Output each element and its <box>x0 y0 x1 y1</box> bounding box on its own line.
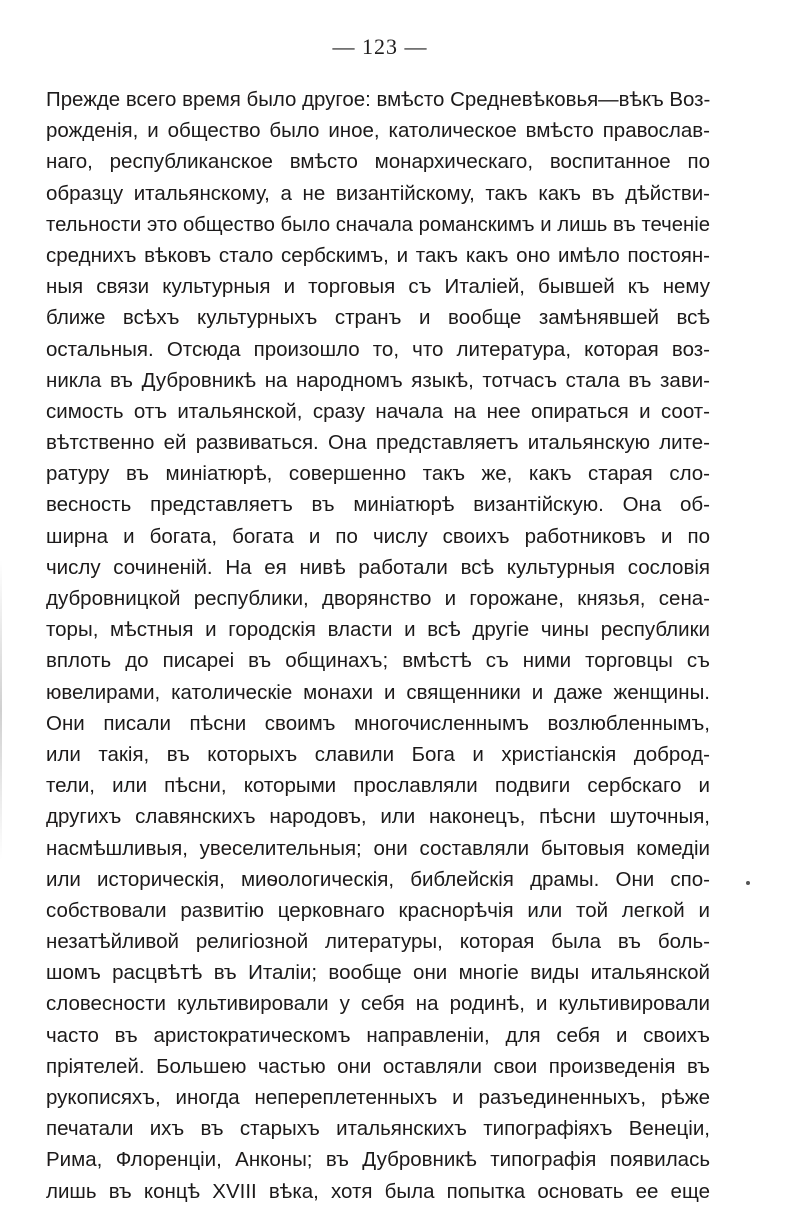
text-line: вѣтственно ей развиваться. Она представляетъ итальянскую лите- <box>46 431 710 455</box>
text-line: шомъ расцвѣтѣ въ Италіи; вообще они многіе виды итальянской <box>46 961 710 985</box>
text-line: ювелирами, католическіе монахи и священники и даже женщины. <box>46 680 710 704</box>
text-line: другихъ славянскихъ народовъ, или наконецъ, пѣсни шуточныя, <box>46 805 710 829</box>
text-line: Они писали пѣсни своимъ многочисленнымъ возлюбленнымъ, <box>46 711 710 735</box>
text-line: никла въ Дубровникѣ на народномъ языкѣ, тотчасъ стала въ зави- <box>46 368 710 392</box>
text-line: среднихъ вѣковъ стало сербскимъ, и такъ какъ оно имѣло постоян- <box>46 243 710 267</box>
text-line: часто въ аристократическомъ направленіи, для себя и своихъ <box>46 1023 710 1047</box>
body-text <box>46 84 710 1207</box>
text-line: ныя связи культурныя и торговыя съ Италіей, бывшей къ нему <box>46 275 710 299</box>
print-speck <box>746 881 750 885</box>
text-line: пріятелей. Большею частью они оставляли свои произведенія въ <box>46 1054 710 1078</box>
text-line: остальныя. Отсюда произошло то, что литература, которая воз- <box>46 337 710 361</box>
text-line: тельности это общество было сначала романскимъ и лишь въ теченіе <box>46 212 710 236</box>
text-line: или историческія, миѳологическія, библейскія драмы. Они спо- <box>46 867 710 891</box>
text-line: насмѣшливыя, увеселительныя; они составляли бытовыя комедіи <box>46 836 710 860</box>
text-line: тели, или пѣсни, которыми прославляли подвиги сербскаго и <box>46 774 710 798</box>
text-line: образцу итальянскому, а не византійскому, такъ какъ въ дѣйстви- <box>46 181 710 205</box>
text-line: дубровницкой республики, дворянство и горожане, князья, сена- <box>46 587 710 610</box>
text-line: симость отъ итальянской, сразу начала на нее опираться и соот- <box>46 399 710 423</box>
page-number: — 123 — <box>332 34 428 59</box>
text-line: наго, республиканское вмѣсто монархическаго, воспитанное по <box>46 150 710 174</box>
text-line: числу сочиненій. На ея нивѣ работали всѣ культурныя сословія <box>46 555 710 579</box>
text-line: Прежде всего время было другое: вмѣсто Средневѣковья—вѣкъ Воз- <box>46 88 711 111</box>
text-line: рожденія, и общество было иное, католическое вмѣсто православ- <box>46 119 710 143</box>
text-line: вплоть до писареі въ общинахъ; вмѣстѣ съ ними торговцы съ <box>46 649 710 673</box>
page-edge-shadow <box>0 560 2 860</box>
text-line: ратуру въ миніатюрѣ, совершенно такъ же, какъ старая сло- <box>46 462 710 486</box>
text-line: ширна и богата, богата и по числу своихъ работниковъ и по <box>46 524 710 548</box>
text-line: собствовали развитію церковнаго краснорѣчія или той легкой и <box>46 898 710 922</box>
text-line: или такія, въ которыхъ славили Бога и христіанскія доброд- <box>46 742 710 766</box>
text-line: рукописяхъ, иногда непереплетенныхъ и разъединенныхъ, рѣже <box>46 1086 710 1109</box>
text-line: весность представляетъ въ миніатюрѣ византійскую. Она об- <box>46 493 710 517</box>
text-line: незатѣйливой религіозной литературы, которая была въ боль- <box>46 930 710 954</box>
text-line: Рима, Флоренціи, Анконы; въ Дубровникѣ типографія появилась <box>46 1148 710 1172</box>
text-line: ближе всѣхъ культурныхъ странъ и вообще замѣнявшей всѣ <box>46 306 710 330</box>
text-line: словесности культивировали у себя на родинѣ, и культивировали <box>46 992 710 1016</box>
text-line: торы, мѣстныя и городскія власти и всѣ другіе чины республики <box>46 618 710 642</box>
text-line: лишь въ концѣ XVIII вѣка, хотя была попытка основать ее еще <box>46 1179 710 1203</box>
text-line: печатали ихъ въ старыхъ итальянскихъ типографіяхъ Венеціи, <box>46 1117 710 1141</box>
